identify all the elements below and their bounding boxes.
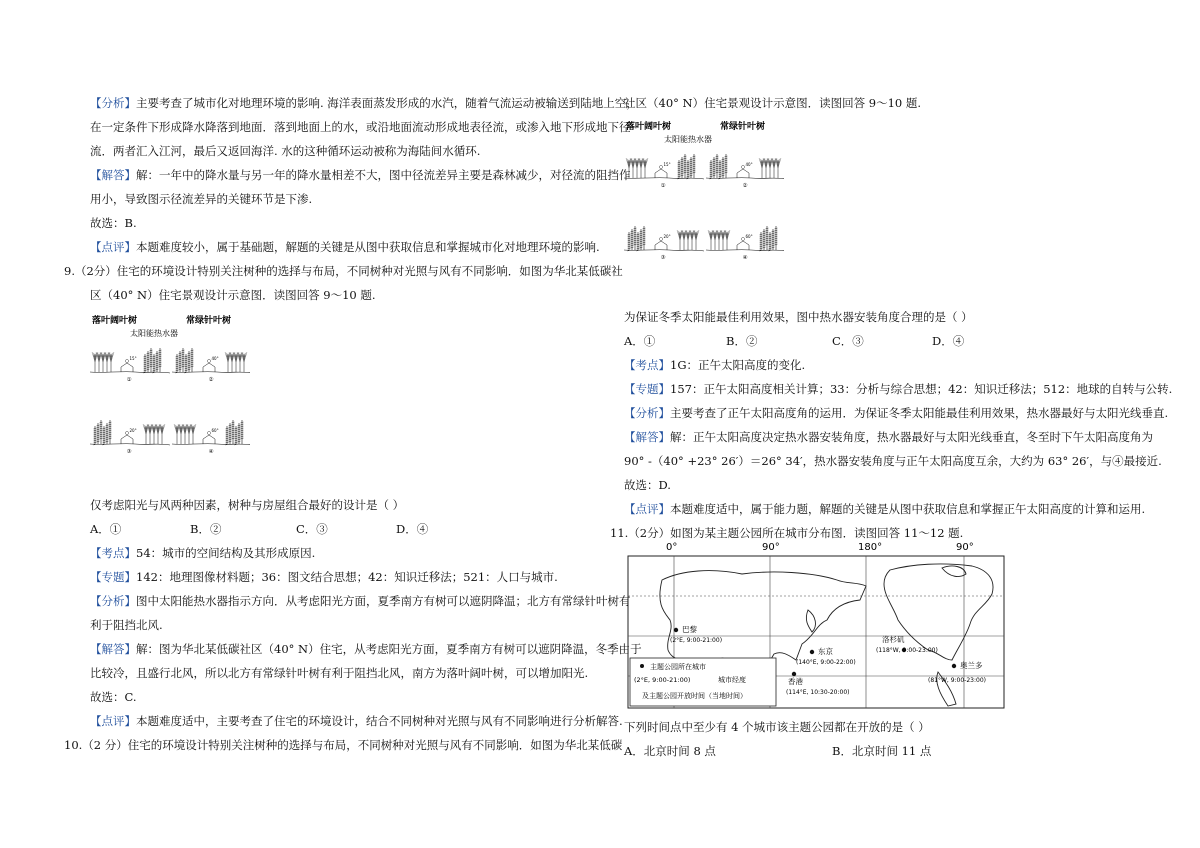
q9-stem-line-1: 9.（2分）住宅的环境设计特别关注树种的选择与布局，不同树种对光照与风有不同影响．如图为华北某低碳社 [64,264,623,278]
panel-number: ④ [742,255,748,261]
orlando-marker [952,664,956,668]
q9-analysis-line-1: 【分析】图中太阳能热水器指示方向．从考虑阳光方面，夏季南方有树可以遮阴降温；北方有常绿针叶树有 [90,594,631,608]
legend-line-2: 城市经度 [718,676,746,684]
q10-answer-line-1: 【解答】解：正午太阳高度决定热水器安装角度，热水器最好与太阳光线垂直，冬至时下午太阳高度角为 [624,430,1153,444]
tag-comment: 【点评】 [90,240,136,254]
figure-panel [172,420,250,455]
tag-point: 【考点】 [90,546,136,560]
label-deciduous: 落叶阔叶树 [626,122,672,132]
paris-marker [674,628,678,632]
city-name: 洛杉矶 [882,635,905,644]
angle-label: 60° [745,234,753,239]
longitude-label: 180° [858,542,883,553]
longitude-label: 0° [666,542,678,553]
panel-number: ② [208,377,214,383]
q8-analysis-line-3: 流．两者汇入江河，最后又返回海洋. 水的这种循环运动被称为海陆间水循环. [90,144,481,158]
q10-option-a: A．① [624,334,656,348]
q9-topic: 【专题】142：地理图像材料题；36：图文结合思想；42：知识迁移法；521：人口与城市. [90,570,558,584]
city-name: 香港 [788,677,803,686]
figure-panel [624,226,704,261]
tag-topic: 【专题】 [624,382,670,396]
city-name: 东京 [818,647,833,656]
q11-option-a: A．北京时间 8 点 [624,744,716,758]
city-info: (140°E, 9:00-22:00) [796,659,856,666]
figure-panel [706,226,784,261]
panel-number: ① [660,183,666,189]
figure-panel [90,420,170,455]
q9-option-b: B．② [190,522,222,536]
q8-answer-line-1: 【解答】解：一年中的降水量与另一年的降水量相差不大，图中径流差异主要是森林减少，对径流的阻挡作 [90,168,631,182]
tag-comment: 【点评】 [90,714,136,728]
legend-example: (2°E, 9:00-21:00) [634,676,691,684]
angle-label: 40° [745,162,753,167]
longitude-label: 90° [956,542,974,553]
q10-comment: 【点评】本题难度适中，属于能力题，解题的关键是从图中获取信息和掌握正午太阳高度的计算和运用. [624,502,1146,516]
figure-panel [706,154,784,189]
tag-comment: 【点评】 [624,502,670,516]
q10-question: 为保证冬季太阳能最佳利用效果，图中热水器安装角度合理的是（ ） [624,310,973,324]
label-heater: 太阳能热水器 [664,135,712,144]
q11-stem: 11.（2分）如图为某主题公园所在城市分布图．读图回答 11～12 题. [610,526,964,540]
legend-line-3: 及主题公园开放时间（当地时间） [642,692,747,700]
angle-label: 15° [663,162,671,167]
legend-line-1: 主题公园所在城市 [650,663,706,671]
city-info: (118°W, 9:00-23:00) [876,647,938,654]
angle-label: 40° [211,356,219,361]
label-evergreen: 常绿针叶树 [720,122,766,132]
hongkong-marker [792,672,796,676]
q9-question: 仅考虑阳光与风两种因素，树种与房屋组合最好的设计是（ ） [90,498,405,512]
q10-option-c: C．③ [832,334,864,348]
q10-point: 【考点】1G：正午太阳高度的变化. [624,358,806,372]
label-evergreen: 常绿针叶树 [186,316,232,326]
tag-point: 【考点】 [624,358,670,372]
q10-analysis: 【分析】主要考查了正午太阳高度角的运用．为保证冬季太阳能最佳利用效果，热水器最好与太阳光线垂直. [624,406,1169,420]
panel-number: ④ [208,449,214,455]
longitude-label: 90° [762,542,780,553]
q10-topic: 【专题】157：正午太阳高度相关计算；33：分析与综合思想；42：知识迁移法；512：地球的自转与公转. [624,382,1173,396]
q8-answer-line-2: 用小，导致图示径流差异的关键环节是下渗. [90,192,313,206]
city-info: (114°E, 10:30-20:00) [786,689,850,696]
q9-option-c: C．③ [296,522,328,536]
q9-option-d: D．④ [396,522,429,536]
tokyo-marker [810,650,814,654]
tag-analysis: 【分析】 [90,96,136,110]
tag-answer: 【解答】 [624,430,670,444]
figure-placeholder [624,118,784,278]
tag-analysis: 【分析】 [90,594,136,608]
city-name: 巴黎 [682,625,697,634]
figure-panel [90,348,170,383]
tag-answer: 【解答】 [90,642,136,656]
angle-label: 15° [129,356,137,361]
theme-park-map [622,540,1008,710]
city-info: (2°E, 9:00-21:00) [670,637,723,644]
q8-comment: 【点评】本题难度较小，属于基础题，解题的关键是从图中获取信息和掌握城市化对地理环境的影响. [90,240,600,254]
figure-placeholder [90,312,250,472]
q9-choice: 故选：C. [90,690,137,704]
q10-stem-cont: 社区（40° N）住宅景观设计示意图．读图回答 9～10 题. [624,96,922,110]
q9-option-a: A．① [90,522,122,536]
panel-number: ① [126,377,132,383]
angle-label: 20° [663,234,671,239]
panel-number: ② [742,183,748,189]
q8-choice: 故选：B. [90,216,137,230]
map-legend [630,658,776,706]
q10-stem: 10.（2 分）住宅的环境设计特别关注树种的选择与布局，不同树种对光照与风有不同影响．如图为华北某低碳 [64,738,623,752]
q9-analysis-line-2: 利于阻挡北风. [90,618,163,632]
q11-question: 下列时间点中至少有 4 个城市该主题公园都在开放的是（ ） [624,720,930,734]
city-info: (81°W, 9:00-23:00) [928,677,986,684]
panel-number: ③ [126,449,132,455]
q9-comment: 【点评】本题难度适中，主要考查了住宅的环境设计，结合不同树种对光照与风有不同影响进行分析解答. [90,714,623,728]
tag-analysis: 【分析】 [624,406,670,420]
city-name: 奥兰多 [960,661,983,670]
label-heater: 太阳能热水器 [130,329,178,338]
q9-answer-line-2: 比较冷，且盛行北风，所以北方有常绿针叶树有利于阻挡北风，南方为落叶阔叶树，可以增加阳光. [90,666,589,680]
q10-choice: 故选：D. [624,478,671,492]
tag-answer: 【解答】 [90,168,136,182]
figure-panel [172,348,250,383]
q9-point: 【考点】54：城市的空间结构及其形成原因. [90,546,316,560]
q8-analysis-line-1: 【分析】主要考查了城市化对地理环境的影响. 海洋表面蒸发形成的水汽，随着气流运动被输送到陆地上空， [90,96,638,110]
q9-stem-line-2: 区（40° N）住宅景观设计示意图．读图回答 9～10 题. [90,288,376,302]
figure-panel [624,154,704,189]
q9-answer-line-1: 【解答】解：图为华北某低碳社区（40° N）住宅，从考虑阳光方面，夏季南方有树可以遮阴降温，冬季由于 [90,642,642,656]
tag-topic: 【专题】 [90,570,136,584]
label-deciduous: 落叶阔叶树 [92,316,138,326]
q10-answer-line-2: 90° -（40° +23° 26′）＝26° 34′，热水器安装角度与正午太阳高度互余，大约为 63° 26′，与④最接近. [624,454,1162,468]
q11-option-b: B．北京时间 11 点 [832,744,932,758]
q10-option-d: D．④ [932,334,965,348]
q8-analysis-line-2: 在一定条件下形成降水降落到地面．落到地面上的水，或沿地面流动形成地表径流，或渗入地下形成地下径 [90,120,631,134]
panel-number: ③ [660,255,666,261]
angle-label: 60° [211,428,219,433]
q10-option-b: B．② [726,334,758,348]
angle-label: 20° [129,428,137,433]
